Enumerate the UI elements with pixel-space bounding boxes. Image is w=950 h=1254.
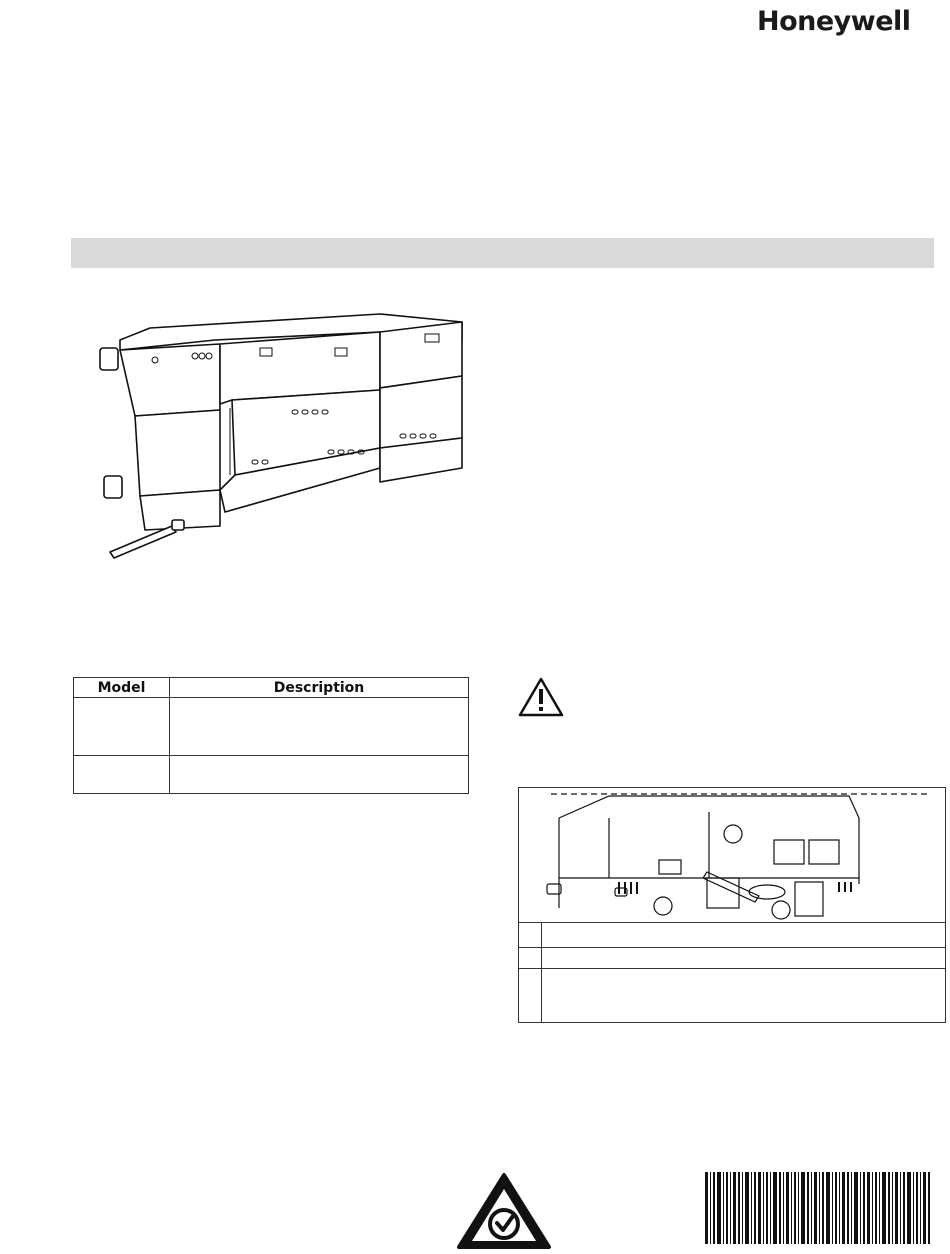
- warning-triangle-icon: [518, 677, 564, 717]
- controller-device-illustration: [80, 300, 500, 570]
- column-header-model: Model: [74, 678, 170, 698]
- sd-card-insertion-illustration: [519, 788, 945, 922]
- description-cell: [170, 756, 469, 794]
- honeywell-logo: Honeywell: [757, 6, 911, 37]
- barcode: [703, 1172, 933, 1244]
- figure-legend-row: [519, 968, 945, 1023]
- section-title-bar: [71, 238, 934, 268]
- model-cell: [74, 698, 170, 756]
- table-row: [74, 756, 469, 794]
- sd-card-figure: [518, 787, 946, 1023]
- legend-number: [519, 923, 542, 948]
- rcm-compliance-mark: [456, 1172, 552, 1252]
- description-cell: [170, 698, 469, 756]
- table-row: [74, 698, 469, 756]
- model-cell: [74, 756, 170, 794]
- model-table: [73, 677, 469, 794]
- column-header-description: Description: [170, 678, 469, 698]
- legend-number: [519, 969, 542, 1023]
- legend-number: [519, 948, 542, 969]
- figure-legend-row: [519, 947, 945, 969]
- figure-legend-row: [519, 922, 945, 948]
